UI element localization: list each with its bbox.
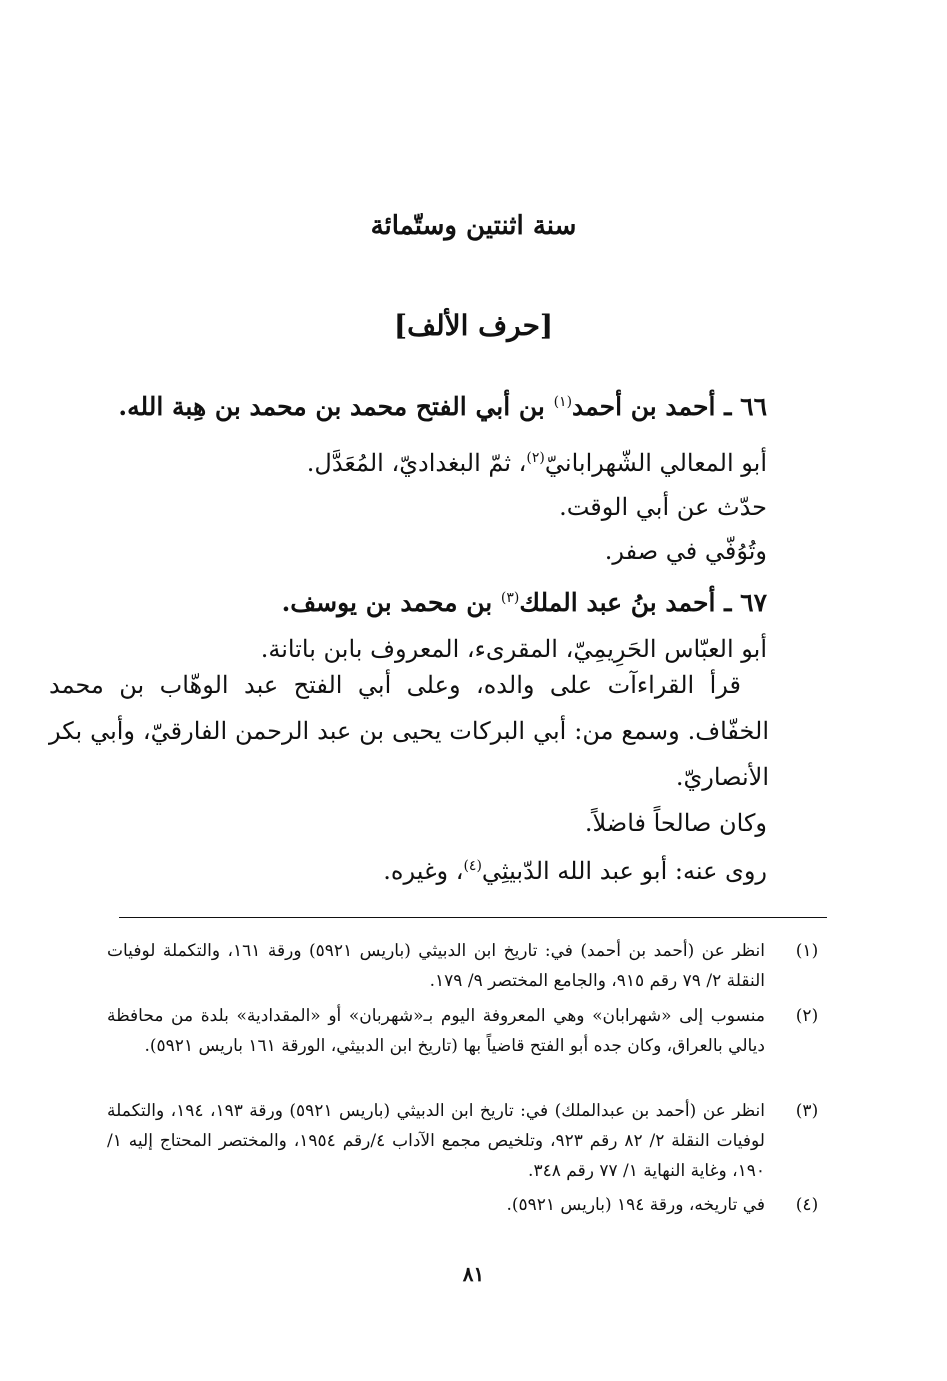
entry-67-line-2: وكان صالحاً فاضلاً. [584,809,767,837]
footnote-2 [107,1001,827,1061]
entry-67-heading [107,580,767,626]
entry-66-nisba: أبو المعالي الشّهرابانيّ [544,449,767,477]
entry-67-paragraph: قرأ القراءآت على والده، وعلى أبي الفتح عبد الوهّاب بن محمد الخفّاف. وسمع من: أبي البركات يحيى بن عبد الرحمن الفارقيّ، وأبي بكر الأنصاريّ. [49,671,769,791]
footnote-1-number: (١) [795,941,819,961]
footnote-1-text: انظر عن (أحمد بن أحمد) في: تاريخ ابن الدبيثي (باريس ٥٩٢١) ورقة ١٦١، والتكملة لوفيات النقلة ٢/ ٧٩ رقم ٩١٥، والجامع المختصر ٩/ ١٧٩. [107,941,766,991]
section-heading: [حرف الألف] [393,309,554,342]
footnote-ref-2: (٢) [526,450,545,466]
footnote-2-number: (٢) [795,1006,819,1026]
entry-67-name: ٦٧ ـ أحمد بنُ عبد الملك [519,588,767,617]
footnote-3-number: (٣) [795,1101,819,1121]
footnote-ref-1: (١) [553,394,573,410]
footnote-ref-3: (٣) [500,590,520,606]
footnote-1 [107,936,827,996]
entry-66-heading [107,384,767,430]
footnote-separator [119,917,827,918]
footnote-4-text: في تاريخه، ورقة ١٩٤ (باريس ٥٩٢١). [506,1195,765,1215]
entry-67-line-3 [107,848,767,894]
page-number: ٨١ [462,1262,485,1286]
entry-67-narrator-rest: ، وغيره. [383,857,464,885]
entry-67-name-rest: بن محمد بن يوسف. [281,588,501,617]
entry-67-narrator: روى عنه: أبو عبد الله الدّبيثِي [481,857,767,885]
footnote-ref-4: (٤) [463,858,482,874]
footnote-2-text: منسوب إلى «شهرابان» وهي المعروفة اليوم بـ«شهربان» أو «المقدادية» بلدة من محافظة ديالي بالعراق، وكان جده أبو الفتح قاضياً بها (تاريخ ابن الدبيثي، الورقة ١٦١ باريس ٥٩٢١). [107,1006,765,1056]
entry-66-name-rest: بن أبي الفتح محمد بن محمد بن هِبة الله. [118,392,554,421]
entry-67-line-1: أبو العبّاس الحَرِيمِيّ، المقرىء، المعروف بابن باتانة. [260,635,767,663]
footnote-3 [107,1096,827,1186]
entry-66-name: ٦٦ ـ أحمد بن أحمد [572,392,767,421]
entry-66-nisba-rest: ، ثمّ البغداديّ، المُعَدَّل. [306,449,527,477]
footnote-3-text: انظر عن (أحمد بن عبدالملك) في: تاريخ ابن الدبيثي (باريس ٥٩٢١) ورقة ١٩٣، ١٩٤، والتكملة لوفيات النقلة ٢/ ٨٢ رقم ٩٢٣، وتلخيص مجمع الآداب ٤/رقم ١٩٥٤، والمختصر المحتاج إليه ١/ ١٩٠، وغاية النهاية ١/ ٧٧ رقم ٣٤٨. [107,1101,765,1181]
entry-66-line-3: وتُوُفّي في صفر. [604,537,767,565]
entry-66-line-1 [107,440,767,486]
footnote-4-number: (٤) [795,1195,819,1215]
year-heading: سنة اثنتين وستّمائة [370,211,577,241]
footnote-4 [107,1190,827,1220]
entry-66-line-2: حدّث عن أبي الوقت. [559,493,767,521]
